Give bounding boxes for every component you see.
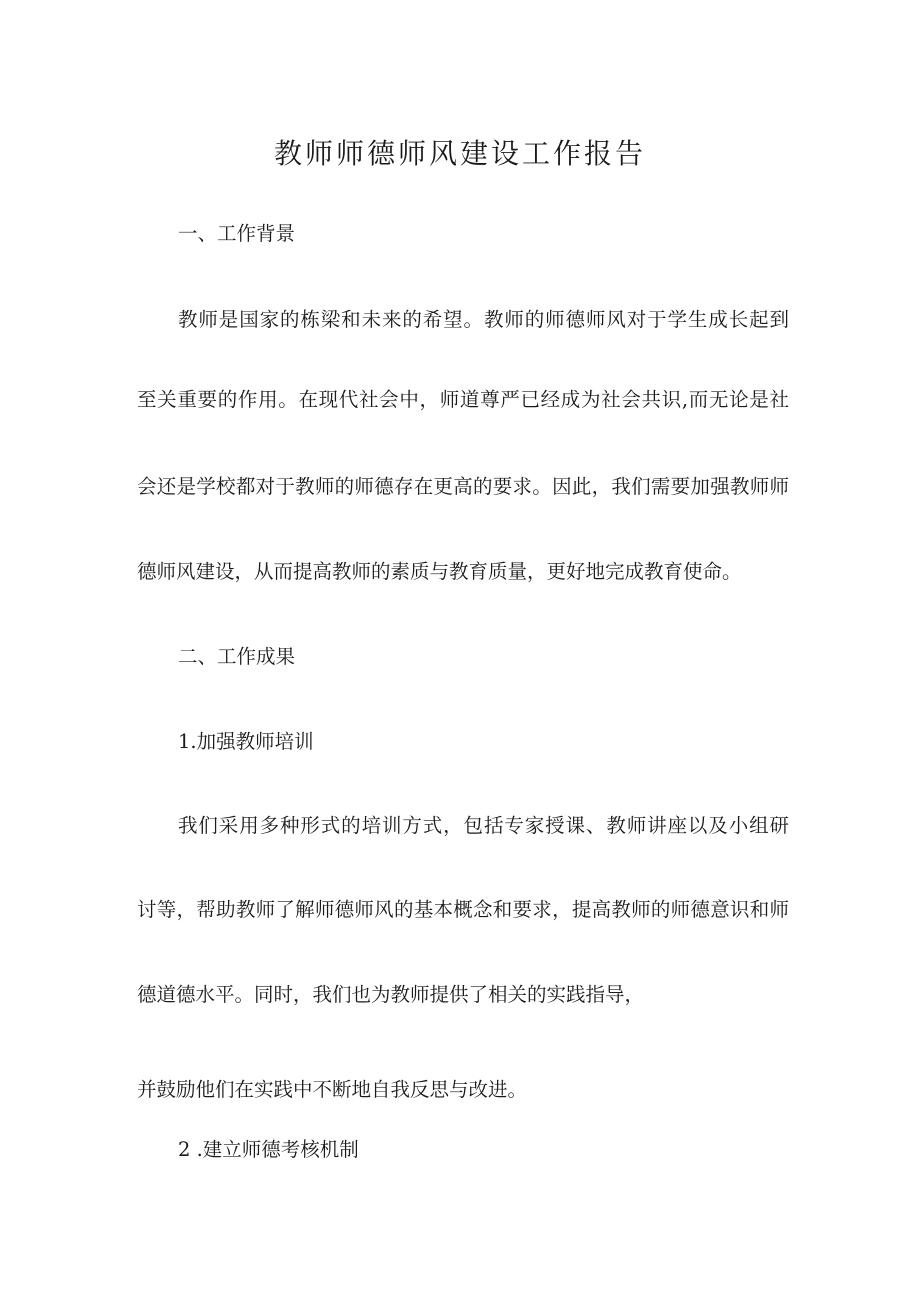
paragraph-line: 至关重要的作用。在现代社会中，师道尊严已经成为社会共识,而无论是社 xyxy=(137,388,789,411)
paragraph-line: 德道德水平。同时，我们也为教师提供了相关的实践指导， xyxy=(137,983,645,1006)
paragraph-line: 德师风建设，从而提高教师的素质与教育质量，更好地完成教育使命。 xyxy=(137,560,742,583)
paragraph-line: 并鼓励他们在实践中不断地自我反思与改进。 xyxy=(137,1078,528,1101)
paragraph-line: 我们采用多种形式的培训方式，包括专家授课、教师讲座以及小组研 xyxy=(178,814,789,837)
subsection-heading-assessment: 2 .建立师德考核机制 xyxy=(178,1138,359,1161)
paragraph-line: 会还是学校都对于教师的师德存在更高的要求。因此，我们需要加强教师师 xyxy=(137,475,789,498)
section-heading-background: 一、工作背景 xyxy=(178,222,296,245)
document-title: 教师师德师风建设工作报告 xyxy=(273,137,646,170)
section-heading-results: 二、工作成果 xyxy=(178,645,296,668)
paragraph-line: 讨等，帮助教师了解师德师风的基本概念和要求，提高教师的师德意识和师 xyxy=(137,898,789,921)
subsection-heading-training: 1.加强教师培训 xyxy=(178,730,314,753)
paragraph-line: 教师是国家的栋梁和未来的希望。教师的师德师风对于学生成长起到 xyxy=(178,308,789,331)
